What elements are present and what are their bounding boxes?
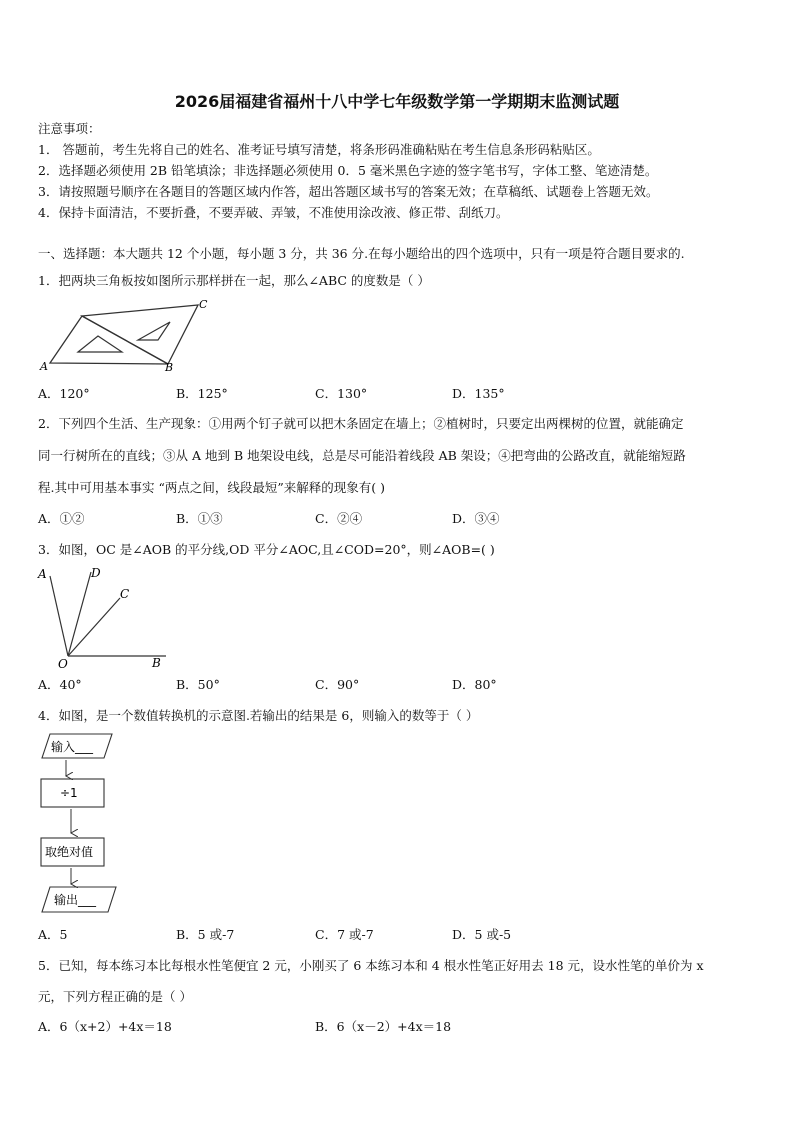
- flow-input-label: 输入___: [51, 740, 94, 754]
- point-c-label: C: [120, 587, 130, 601]
- q2-option-d: D．③④: [452, 511, 500, 526]
- q5-option-a: A．6（x+2）+4x＝18: [38, 1019, 172, 1034]
- flow-output-label: 输出___: [54, 893, 97, 907]
- q2-option-a: A．①②: [38, 511, 85, 526]
- q3-option-a: A．40°: [38, 677, 82, 692]
- question-4-stem: 4．如图，是一个数值转换机的示意图.若输出的结果是 6，则输入的数等于（ ）: [38, 708, 479, 723]
- ray-oa: [50, 576, 68, 656]
- q4-option-a: A．5: [38, 927, 68, 942]
- question-3-figure: [34, 562, 174, 672]
- q4-option-b: B．5 或-7: [176, 927, 235, 942]
- q1-option-a: A．120°: [38, 386, 90, 401]
- point-b-label: B: [152, 656, 161, 670]
- question-4-flowchart: [36, 730, 126, 916]
- notice-item-3: 3．请按照题号顺序在各题目的答题区域内作答，超出答题区域书写的答案无效；在草稿纸、试题卷上答题无效。: [38, 184, 659, 199]
- point-c-label: C: [199, 298, 208, 311]
- notice-item-4: 4．保持卡面清洁，不要折叠，不要弄破、弄皱，不准使用涂改液、修正带、刮纸刀。: [38, 205, 509, 220]
- question-1-stem: 1．把两块三角板按如图所示那样拼在一起，那么∠ABC 的度数是（ ）: [38, 273, 430, 288]
- point-d-label: D: [91, 566, 101, 580]
- q1-option-b: B．125°: [176, 386, 228, 401]
- question-5-line-2: 元，下列方程正确的是（ ）: [38, 989, 192, 1004]
- q3-option-b: B．50°: [176, 677, 220, 692]
- point-a-label: A: [38, 567, 47, 581]
- question-2-line-1: 2．下列四个生活、生产现象：①用两个钉子就可以把木条固定在墙上；②植树时，只要定出两棵树的位置，就能确定: [38, 416, 684, 431]
- q2-option-c: C．②④: [315, 511, 363, 526]
- page-title: 2026届福建省福州十八中学七年级数学第一学期期末监测试题: [174, 92, 620, 111]
- q5-option-b: B．6（x－2）+4x＝18: [315, 1019, 452, 1034]
- q4-option-c: C．7 或-7: [315, 927, 374, 942]
- notice-item-2: 2．选择题必须使用 2B 铅笔填涂；非选择题必须使用 0．5 毫米黑色字迹的签字笔书写，字体工整、笔迹清楚。: [38, 163, 658, 178]
- notice-heading: 注意事项：: [38, 121, 101, 136]
- q4-option-d: D．5 或-5: [452, 927, 512, 942]
- question-2-line-3: 程.其中可用基本事实 “两点之间，线段最短”来解释的现象有( ): [38, 480, 385, 495]
- point-o-label: O: [58, 657, 68, 671]
- triangle-ruler-2: [82, 305, 198, 364]
- point-b-label: B: [165, 361, 174, 374]
- q3-option-c: C．90°: [315, 677, 360, 692]
- q1-option-c: C．130°: [315, 386, 368, 401]
- question-3-stem: 3．如图，OC 是∠AOB 的平分线,OD 平分∠AOC,且∠COD=20°，则∠AOB=( ): [38, 542, 495, 557]
- point-a-label: A: [40, 360, 48, 373]
- q1-option-d: D．135°: [452, 386, 505, 401]
- notice-item-1: 1． 答题前，考生先将自己的姓名、准考证号填写清楚，将条形码准确粘贴在考生信息条形码粘贴区。: [38, 142, 600, 157]
- question-1-figure: [38, 296, 218, 374]
- q3-option-d: D．80°: [452, 677, 497, 692]
- q2-option-b: B．①③: [176, 511, 223, 526]
- question-2-line-2: 同一行树所在的直线；③从 A 地到 B 地架设电线，总是尽可能沿着线段 AB 架设；④把弯曲的公路改直，就能缩短路: [38, 448, 686, 463]
- question-5-line-1: 5．已知，每本练习本比每根水性笔便宜 2 元，小刚买了 6 本练习本和 4 根水性笔正好用去 18 元，设水性笔的单价为 x: [38, 958, 704, 973]
- triangle-ruler-1-inner: [78, 336, 122, 352]
- flow-abs-label: 取绝对值: [45, 845, 94, 859]
- flow-divide-label: ÷1: [60, 786, 78, 800]
- section-heading: 一、选择题：本大题共 12 个小题，每小题 3 分，共 36 分.在每小题给出的四个选项中，只有一项是符合题目要求的.: [38, 246, 685, 261]
- triangle-ruler-2-inner: [138, 322, 170, 340]
